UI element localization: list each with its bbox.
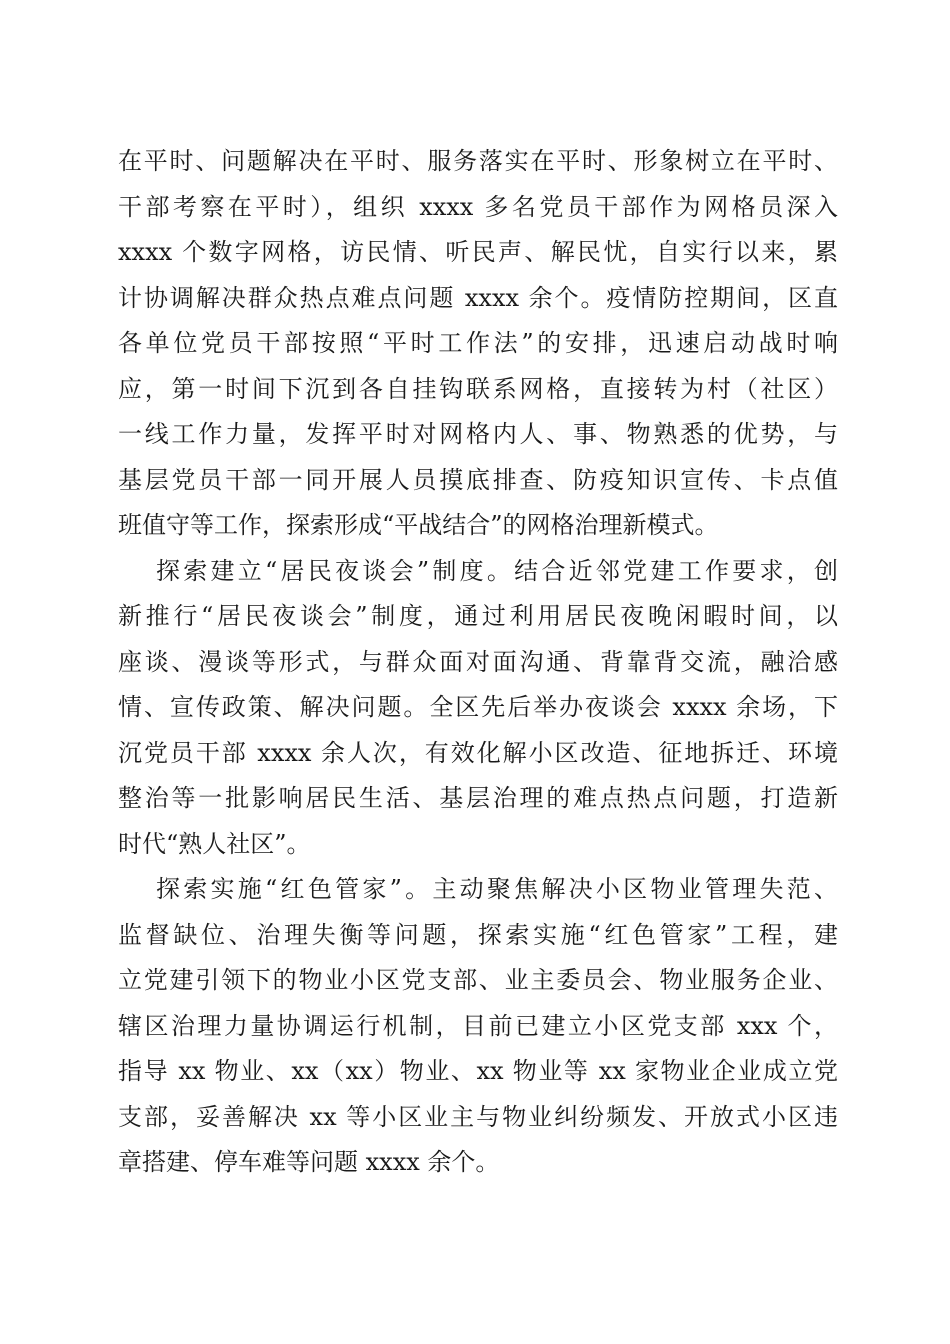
paragraph-grid-work	[118, 139, 838, 549]
text-line: 时代“熟人社区”。	[118, 829, 311, 858]
text-line: 整治等一批影响居民生活、基层治理的难点热点问题，打造新	[118, 784, 838, 812]
text-line: 支部，妥善解决 xx 等小区业主与物业纠纷频发、开放式小区违	[118, 1102, 838, 1131]
text-line: 一线工作力量，发挥平时对网格内人、事、物熟悉的优势，与	[118, 420, 838, 448]
text-line: 指导 xx 物业、xx（xx）物业、xx 物业等 xx 家物业企业成立党	[118, 1057, 838, 1085]
paragraph-red-steward	[118, 867, 838, 1186]
text-line: 在平时、问题解决在平时、服务落实在平时、形象树立在平时、	[118, 147, 838, 175]
text-line: 立党建引领下的物业小区党支部、业主委员会、物业服务企业、	[118, 966, 838, 994]
text-line: 计协调解决群众热点难点问题 xxxx 余个。疫情防控期间，区直	[118, 283, 838, 312]
text-line: 监督缺位、治理失衡等问题，探索实施“红色管家”工程，建	[118, 920, 838, 949]
text-line: 探索实施“红色管家”。主动聚焦解决小区物业管理失范、	[156, 875, 838, 903]
paragraph-night-talk	[118, 549, 838, 868]
text-line: 各单位党员干部按照“平时工作法”的安排，迅速启动战时响	[118, 329, 838, 357]
text-line: 章搭建、停车难等问题 xxxx 余个。	[118, 1148, 500, 1176]
text-line: xxxx 个数字网格，访民情、听民声、解民忧，自实行以来，累	[118, 238, 838, 266]
text-line: 新推行“居民夜谈会”制度，通过利用居民夜晚闲暇时间，以	[118, 602, 838, 630]
text-line: 座谈、漫谈等形式，与群众面对面沟通、背靠背交流，融洽感	[118, 647, 838, 676]
text-line: 应，第一时间下沉到各自挂钩联系网格，直接转为村（社区）	[118, 374, 838, 403]
text-line: 班值守等工作，探索形成“平战结合”的网格治理新模式。	[118, 511, 719, 539]
text-line: 干部考察在平时），组织 xxxx 多名党员干部作为网格员深入	[118, 192, 838, 221]
text-line: 沉党员干部 xxxx 余人次，有效化解小区改造、征地拆迁、环境	[118, 738, 838, 767]
text-line: 情、宣传政策、解决问题。全区先后举办夜谈会 xxxx 余场，下	[118, 693, 838, 721]
text-line: 辖区治理力量协调运行机制，目前已建立小区党支部 xxx 个，	[118, 1011, 838, 1040]
text-line: 探索建立“居民夜谈会”制度。结合近邻党建工作要求，创	[156, 556, 838, 585]
document-body	[118, 139, 838, 1186]
text-line: 基层党员干部一同开展人员摸底排查、防疫知识宣传、卡点值	[118, 465, 838, 494]
